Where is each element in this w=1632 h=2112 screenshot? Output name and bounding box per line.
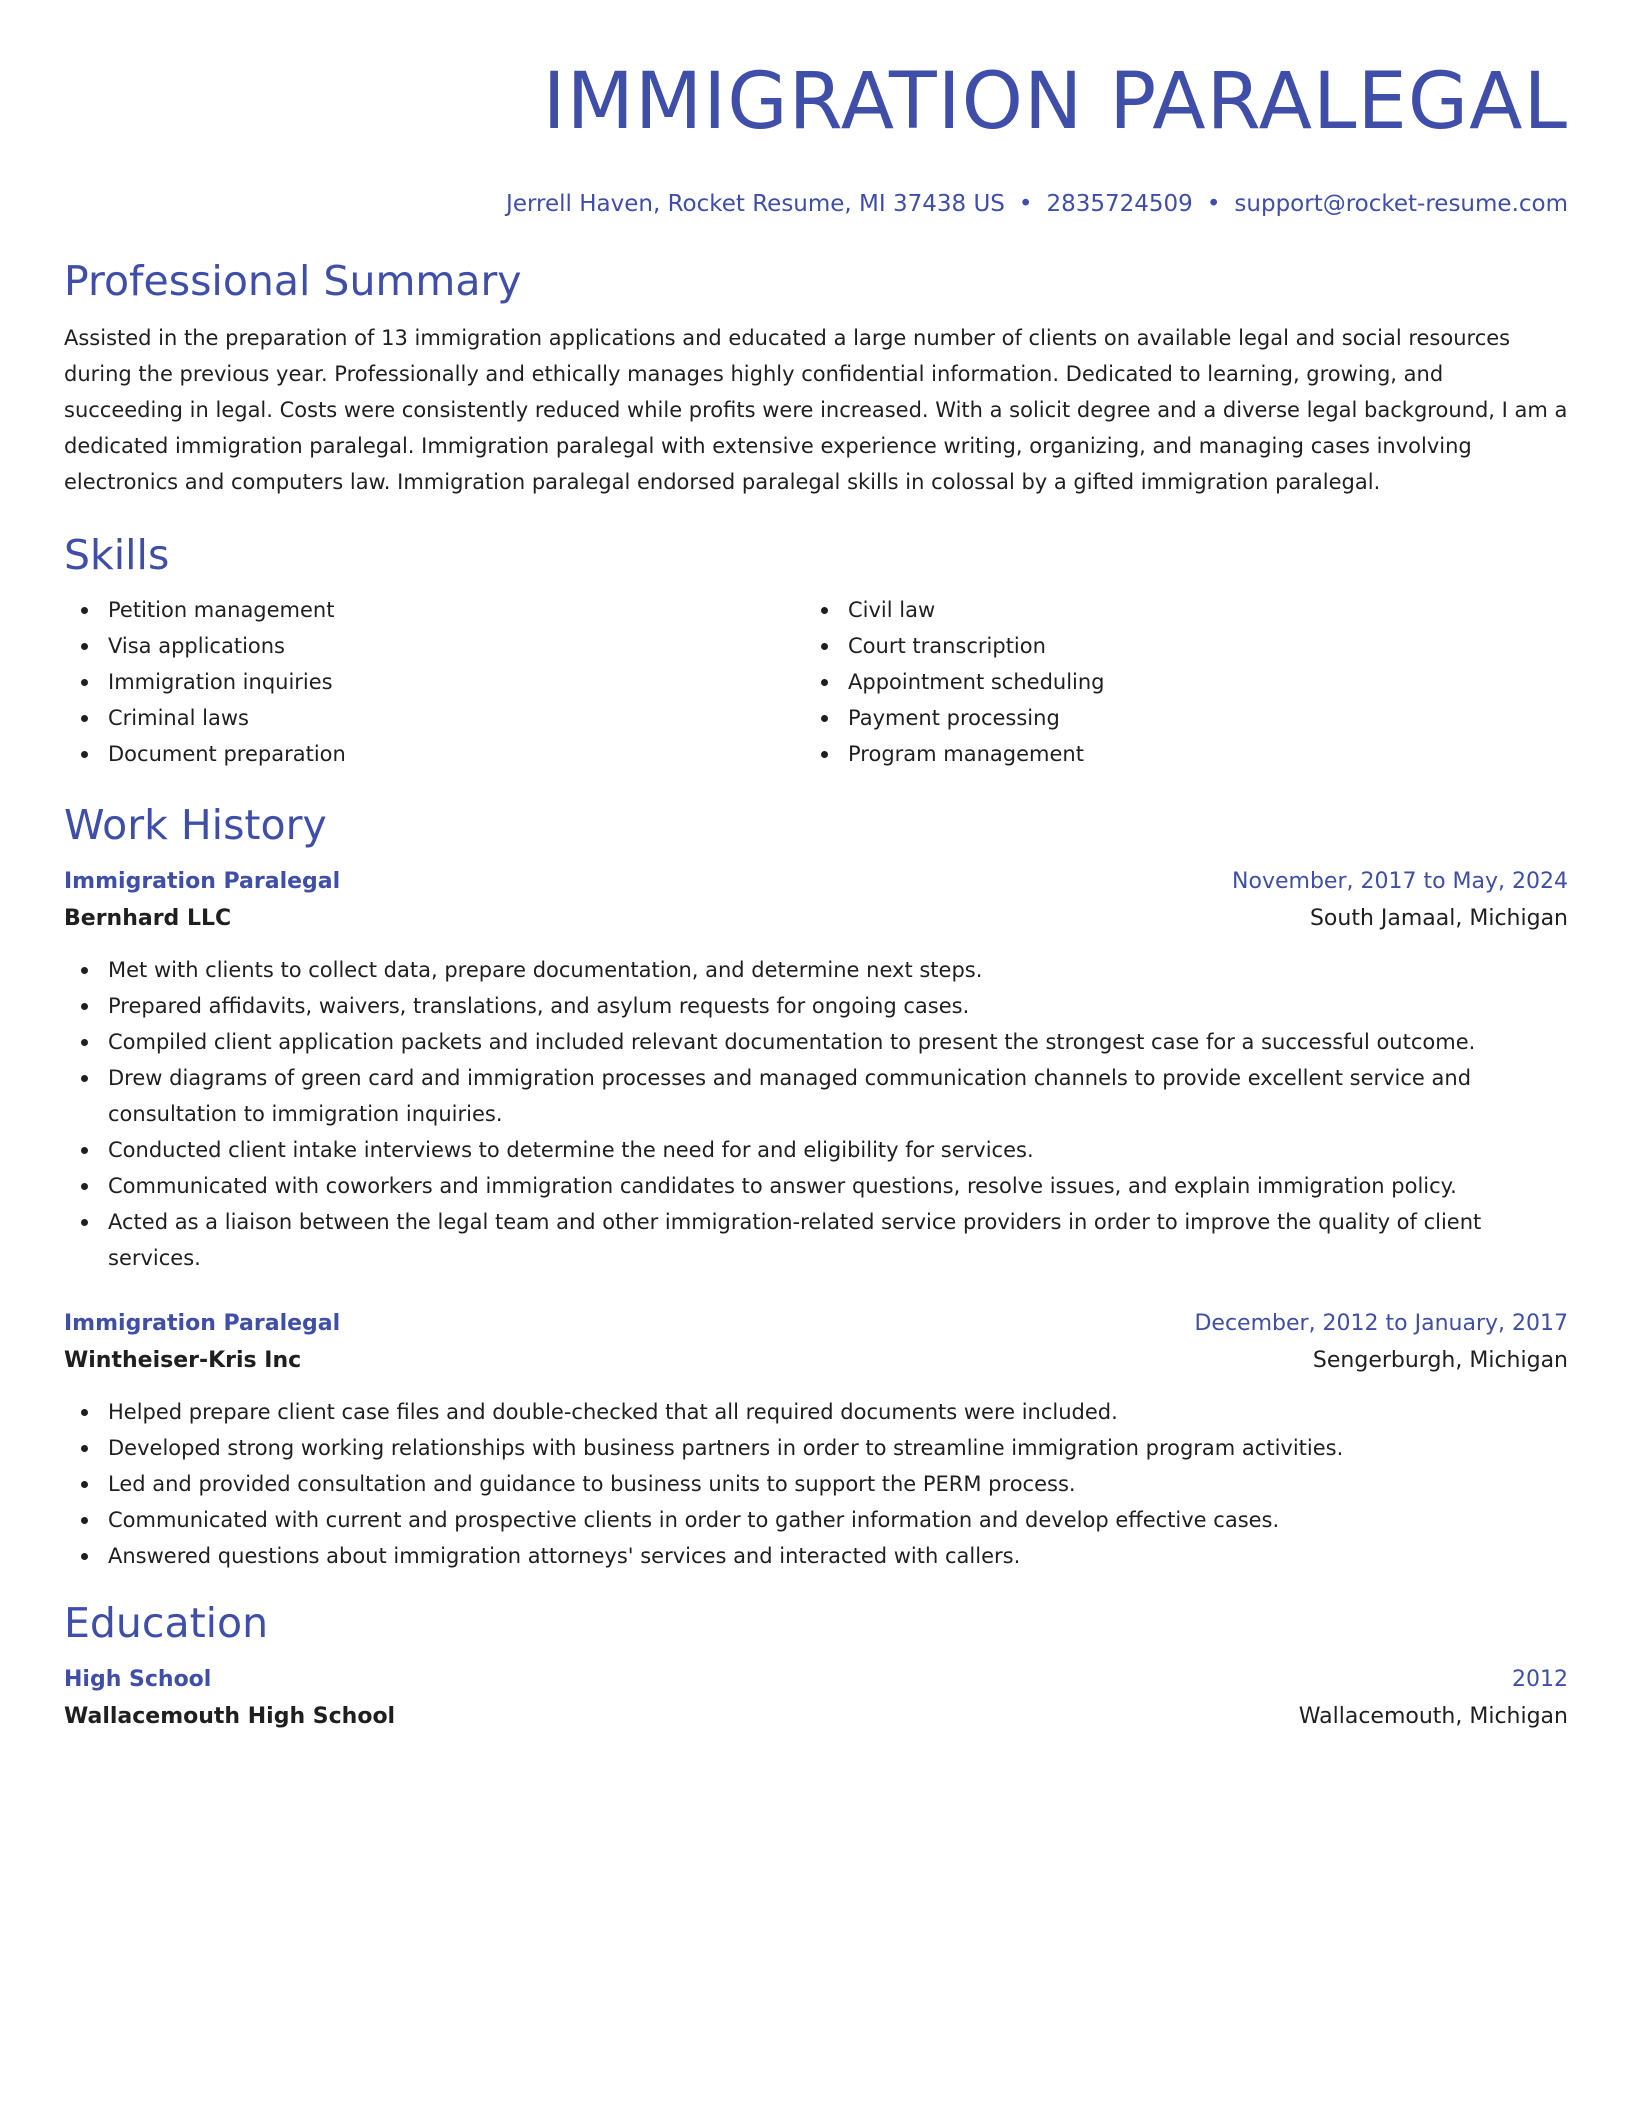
job-header-row (64, 1306, 1568, 1342)
skill-item: Appointment scheduling (848, 664, 1564, 700)
skill-item: Civil law (848, 592, 1564, 628)
skills-column-2 (804, 592, 1564, 772)
education-header-row (64, 1662, 1568, 1698)
education-entry (64, 1662, 1568, 1736)
job-header-row (64, 864, 1568, 900)
job-company: Bernhard LLC (64, 906, 232, 931)
education-heading: Education (64, 1599, 269, 1647)
skill-item: Criminal laws (108, 700, 804, 736)
duty-item: Prepared affidavits, waivers, translations, and asylum requests for ongoing cases. (108, 988, 1568, 1024)
duty-item: Communicated with coworkers and immigration candidates to answer questions, resolve issues, and explain immigration policy. (108, 1168, 1568, 1204)
job-title: Immigration Paralegal (64, 1311, 341, 1336)
duty-item: Helped prepare client case files and double-checked that all required documents were included. (108, 1394, 1568, 1430)
job-dates: November, 2017 to May, 2024 (1232, 869, 1568, 894)
skills-heading: Skills (64, 531, 170, 579)
job-company: Wintheiser-Kris Inc (64, 1348, 302, 1373)
duty-item: Developed strong working relationships with business partners in order to streamline immigration program activities. (108, 1430, 1568, 1466)
job-company-row (64, 900, 1568, 938)
skill-item: Program management (848, 736, 1564, 772)
summary-text: Assisted in the preparation of 13 immigration applications and educated a large number of clients on available legal and social resources during the previous year. Professionally and ethically manages highly confidential information. Dedicated to learning, growing, and succeeding in legal. Costs were consistently reduced while profits were increased. With a solicit degree and a diverse legal background, I am a dedicated immigration paralegal. Immigration paralegal with extensive experience writing, organizing, and managing cases involving electronics and computers law. Immigration paralegal endorsed paralegal skills in colossal by a gifted immigration paralegal. (64, 326, 1568, 494)
summary-heading: Professional Summary (64, 257, 522, 305)
contact-separator: • (1206, 191, 1221, 217)
job-duties (64, 1394, 1568, 1574)
contact-line (64, 188, 1568, 220)
skill-item: Payment processing (848, 700, 1564, 736)
education-year: 2012 (1512, 1667, 1568, 1692)
duty-item: Answered questions about immigration attorneys' services and interacted with callers. (108, 1538, 1568, 1574)
education-school: Wallacemouth High School (64, 1704, 396, 1729)
skill-item: Petition management (108, 592, 804, 628)
contact-email: support@rocket-resume.com (1234, 191, 1568, 217)
contact-separator: • (1018, 191, 1033, 217)
job-duties (64, 952, 1568, 1276)
education-degree: High School (64, 1667, 212, 1692)
education-location: Wallacemouth, Michigan (1298, 1704, 1568, 1729)
skills-list (64, 592, 1568, 772)
duty-item: Met with clients to collect data, prepare documentation, and determine next steps. (108, 952, 1568, 988)
skills-column-1 (64, 592, 804, 772)
duty-item: Compiled client application packets and included relevant documentation to present the strongest case for a successful outcome. (108, 1024, 1568, 1060)
contact-address: Jerrell Haven, Rocket Resume, MI 37438 US (506, 191, 1005, 217)
job-location: Sengerburgh, Michigan (1312, 1348, 1568, 1373)
resume-name: IMMIGRATION PARALEGAL (542, 57, 1568, 147)
duty-item: Communicated with current and prospective clients in order to gather information and develop effective cases. (108, 1502, 1568, 1538)
skill-item: Court transcription (848, 628, 1564, 664)
work-history-heading: Work History (64, 801, 327, 849)
job-company-row (64, 1342, 1568, 1380)
education-school-row (64, 1698, 1568, 1736)
skill-item: Document preparation (108, 736, 804, 772)
duty-item: Led and provided consultation and guidance to business units to support the PERM process. (108, 1466, 1568, 1502)
job-dates: December, 2012 to January, 2017 (1194, 1311, 1568, 1336)
skill-item: Immigration inquiries (108, 664, 804, 700)
job-entry (64, 1306, 1568, 1574)
job-entry (64, 864, 1568, 1276)
duty-item: Drew diagrams of green card and immigration processes and managed communication channels to provide excellent service and consultation to immigration inquiries. (108, 1060, 1568, 1132)
duty-item: Acted as a liaison between the legal team and other immigration-related service providers in order to improve the quality of client services. (108, 1204, 1568, 1276)
duty-item: Conducted client intake interviews to determine the need for and eligibility for services. (108, 1132, 1568, 1168)
job-location: South Jamaal, Michigan (1309, 906, 1568, 931)
contact-phone: 2835724509 (1046, 191, 1193, 217)
job-title: Immigration Paralegal (64, 869, 341, 894)
skill-item: Visa applications (108, 628, 804, 664)
